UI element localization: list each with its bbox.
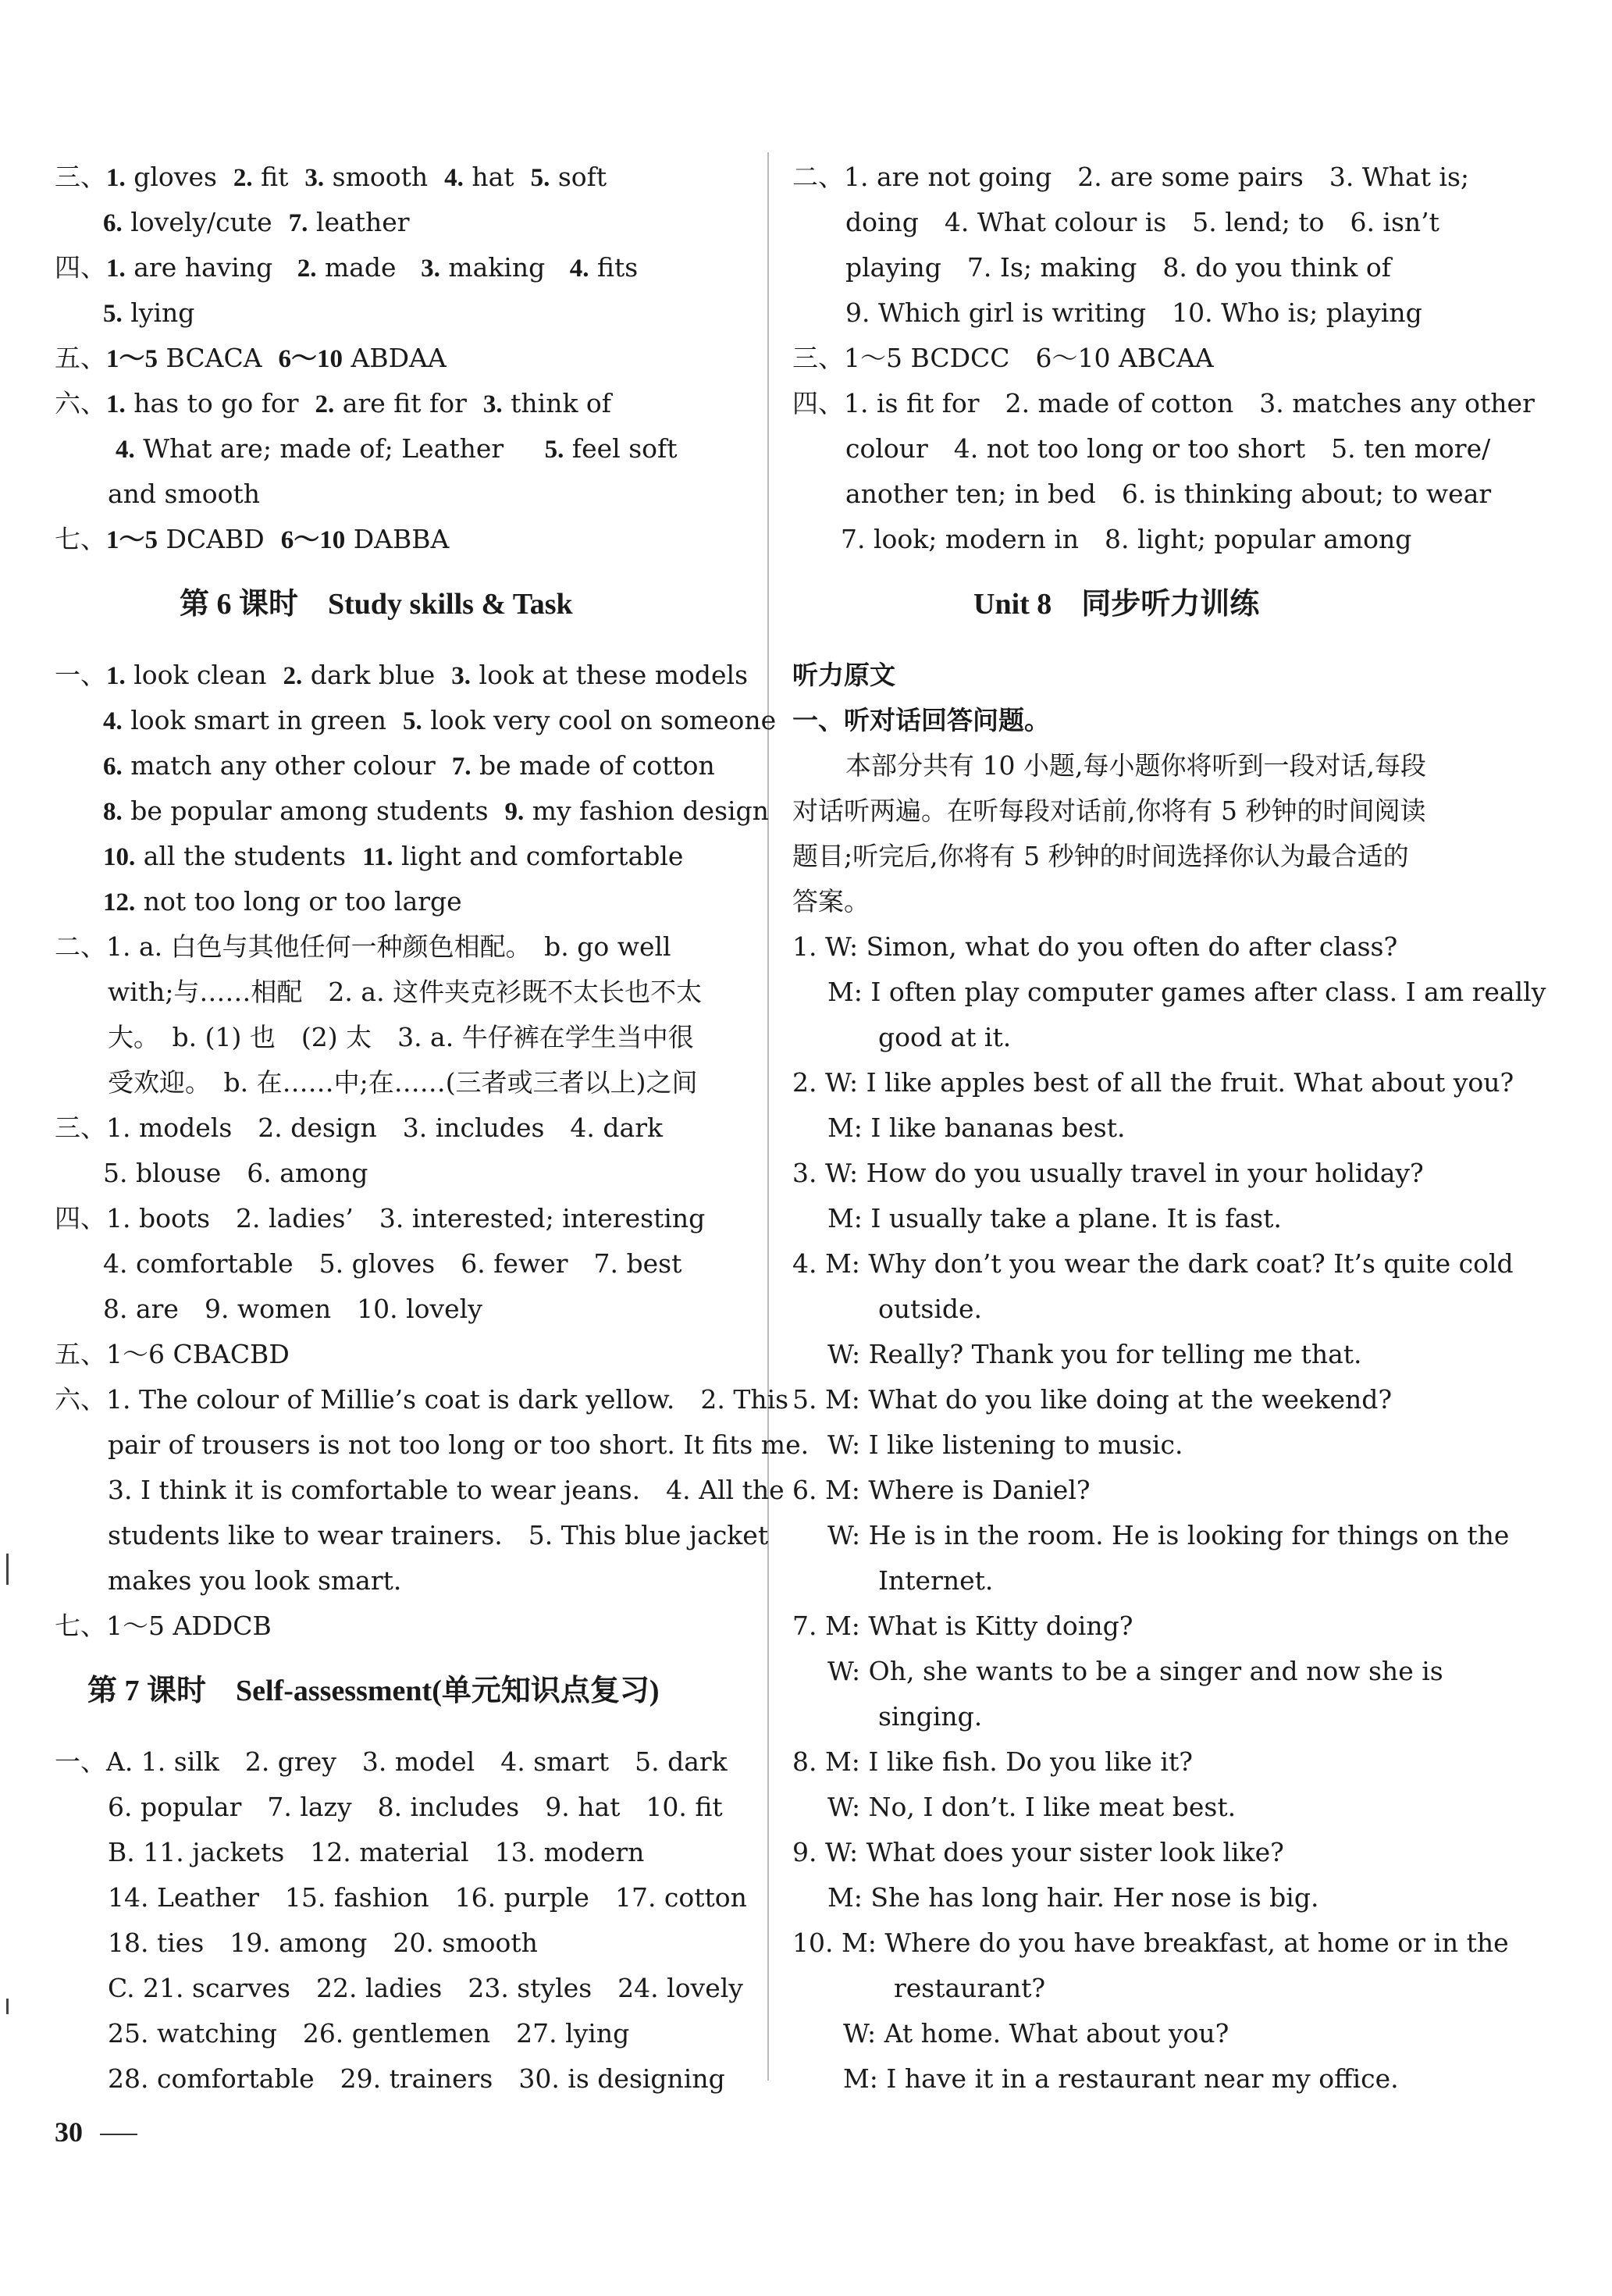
answer-line: 大。 b. (1) 也 (2) 太 3. a. 牛仔裤在学生当中很 — [108, 1022, 694, 1052]
page-number-rule — [100, 2134, 137, 2135]
answer-line: 一、1. look clean 2. dark blue 3. look at these models — [55, 660, 749, 690]
answer-line: 28. comfortable 29. trainers 30. is designing — [108, 2063, 725, 2094]
answer-line: with;与……相配 2. a. 这件夹克衫既不太长也不太 — [108, 977, 703, 1007]
dialog-line: Internet. — [878, 1565, 994, 1596]
answer-line: pair of trousers is not too long or too short. It fits me. — [108, 1429, 810, 1460]
answer-line: 七、1～5 ADDCB — [55, 1611, 272, 1641]
dialog-line: 2. W: I like apples best of all the fruit. What about you? — [792, 1067, 1514, 1098]
answer-line: C. 21. scarves 22. ladies 23. styles 24. lovely — [108, 1973, 743, 2003]
column-divider — [767, 152, 769, 2081]
answer-line: makes you look smart. — [108, 1565, 402, 1596]
answer-line: 5. blouse 6. among — [103, 1158, 368, 1188]
answer-line: 10. all the students 11. light and comfortable — [103, 841, 684, 871]
dialog-line: 6. M: Where is Daniel? — [792, 1475, 1091, 1505]
answer-line: 25. watching 26. gentlemen 27. lying — [108, 2018, 630, 2049]
answer-line: 三、1. gloves 2. fit 3. smooth 4. hat 5. soft — [55, 162, 607, 192]
answer-line: 二、1. a. 白色与其他任何一种颜色相配。 b. go well — [55, 931, 671, 962]
dialog-line: M: I usually take a plane. It is fast. — [827, 1203, 1282, 1233]
answer-line: 三、1. models 2. design 3. includes 4. dark — [55, 1112, 663, 1143]
instruction-line: 本部分共有 10 小题,每小题你将听到一段对话,每段 — [845, 750, 1426, 781]
answer-line: and smooth — [108, 479, 261, 509]
dialog-line: M: She has long hair. Her nose is big. — [827, 1882, 1319, 1913]
answer-line: B. 11. jackets 12. material 13. modern — [108, 1837, 645, 1867]
answer-line: colour 4. not too long or too short 5. ten more/ — [845, 433, 1491, 464]
answer-line: 5. lying — [103, 297, 195, 328]
dialog-line: W: I like listening to music. — [827, 1429, 1183, 1460]
dialog-line: 5. M: What do you like doing at the weekend? — [792, 1384, 1393, 1415]
answer-line: 14. Leather 15. fashion 16. purple 17. cotton — [108, 1882, 747, 1913]
answer-line: 五、1～5 BCACA 6～10 ABDAA — [55, 343, 447, 373]
answer-line: 五、1～6 CBACBD — [55, 1339, 290, 1369]
scan-edge-mark — [6, 1554, 9, 1585]
answer-line: 8. be popular among students 9. my fashion design — [103, 796, 769, 826]
lesson-7-title: 第 7 课时 Self-assessment(单元知识点复习) — [87, 1675, 660, 1707]
answer-line: 三、1～5 BCDCC 6～10 ABCAA — [792, 343, 1214, 373]
dialog-line: 4. M: Why don’t you wear the dark coat? It’s quite cold — [792, 1248, 1514, 1279]
answer-line: 6. match any other colour 7. be made of cotton — [103, 750, 715, 781]
dialog-line: 1. W: Simon, what do you often do after class? — [792, 931, 1398, 962]
page-number: 30 — [55, 2116, 83, 2148]
answer-line: 二、1. are not going 2. are some pairs 3. What is; — [792, 162, 1470, 192]
dialog-line: M: I often play computer games after class. I am really — [827, 977, 1546, 1007]
answer-line: 4. What are; made of; Leather 5. feel soft — [116, 433, 678, 464]
transcript-heading: 听力原文 — [792, 660, 895, 690]
answer-line: 4. comfortable 5. gloves 6. fewer 7. best — [103, 1248, 682, 1279]
answer-line: doing 4. What colour is 5. lend; to 6. isn’t — [845, 207, 1439, 237]
lesson-6-title: 第 6 课时 Study skills & Task — [180, 588, 573, 621]
answer-line: 4. look smart in green 5. look very cool on someone — [103, 705, 777, 735]
unit-8-title: Unit 8 同步听力训练 — [973, 588, 1260, 621]
scan-edge-mark — [6, 1999, 9, 2014]
answer-line: 12. not too long or too large — [103, 886, 462, 917]
part-1-heading: 一、听对话回答问题。 — [792, 705, 1050, 735]
answer-line: 受欢迎。 b. 在……中;在……(三者或三者以上)之间 — [108, 1067, 698, 1098]
dialog-line: W: At home. What about you? — [843, 2018, 1229, 2049]
dialog-line: 7. M: What is Kitty doing? — [792, 1611, 1133, 1641]
instruction-line: 题目;听完后,你将有 5 秒钟的时间选择你认为最合适的 — [792, 841, 1409, 871]
dialog-line: 3. W: How do you usually travel in your holiday? — [792, 1158, 1424, 1188]
answer-line: 9. Which girl is writing 10. Who is; playing — [845, 297, 1422, 328]
dialog-line: W: Oh, she wants to be a singer and now she is — [827, 1656, 1443, 1686]
answer-line: 七、1～5 DCABD 6～10 DABBA — [55, 524, 450, 554]
dialog-line: M: I like bananas best. — [827, 1112, 1126, 1143]
answer-line: 7. look; modern in 8. light; popular among — [841, 524, 1412, 554]
answer-line: 四、1. is fit for 2. made of cotton 3. matches any other — [792, 388, 1535, 418]
dialog-line: W: Really? Thank you for telling me that. — [827, 1339, 1362, 1369]
dialog-line: M: I have it in a restaurant near my office. — [843, 2063, 1399, 2094]
answer-line: 四、1. boots 2. ladies’ 3. interested; interesting — [55, 1203, 706, 1233]
answer-line: another ten; in bed 6. is thinking about; to wear — [845, 479, 1492, 509]
instruction-line: 答案。 — [792, 886, 870, 917]
dialog-line: W: No, I don’t. I like meat best. — [827, 1792, 1237, 1822]
dialog-line: 9. W: What does your sister look like? — [792, 1837, 1284, 1867]
dialog-line: 10. M: Where do you have breakfast, at home or in the — [792, 1928, 1509, 1958]
answer-line: playing 7. Is; making 8. do you think of — [845, 252, 1391, 283]
answer-line: 6. popular 7. lazy 8. includes 9. hat 10. fit — [108, 1792, 723, 1822]
answer-line: 6. lovely/cute 7. leather — [103, 207, 410, 237]
dialog-line: 8. M: I like fish. Do you like it? — [792, 1746, 1193, 1777]
answer-line: 六、1. has to go for 2. are fit for 3. think of — [55, 388, 612, 418]
answer-line: 一、A. 1. silk 2. grey 3. model 4. smart 5. dark — [55, 1746, 728, 1777]
dialog-line: outside. — [878, 1294, 983, 1324]
answer-line: students like to wear trainers. 5. This blue jacket — [108, 1520, 769, 1550]
answer-line: 18. ties 19. among 20. smooth — [108, 1928, 538, 1958]
dialog-line: restaurant? — [894, 1973, 1046, 2003]
answer-line: 3. I think it is comfortable to wear jeans. 4. All the — [108, 1475, 785, 1505]
dialog-line: good at it. — [878, 1022, 1012, 1052]
answer-line: 8. are 9. women 10. lovely — [103, 1294, 482, 1324]
answer-line: 四、1. are having 2. made 3. making 4. fits — [55, 252, 639, 283]
answer-line: 六、1. The colour of Millie’s coat is dark yellow. 2. This — [55, 1384, 789, 1415]
dialog-line: W: He is in the room. He is looking for things on the — [827, 1520, 1510, 1550]
dialog-line: singing. — [878, 1701, 983, 1732]
instruction-line: 对话听两遍。在听每段对话前,你将有 5 秒钟的时间阅读 — [792, 796, 1426, 826]
